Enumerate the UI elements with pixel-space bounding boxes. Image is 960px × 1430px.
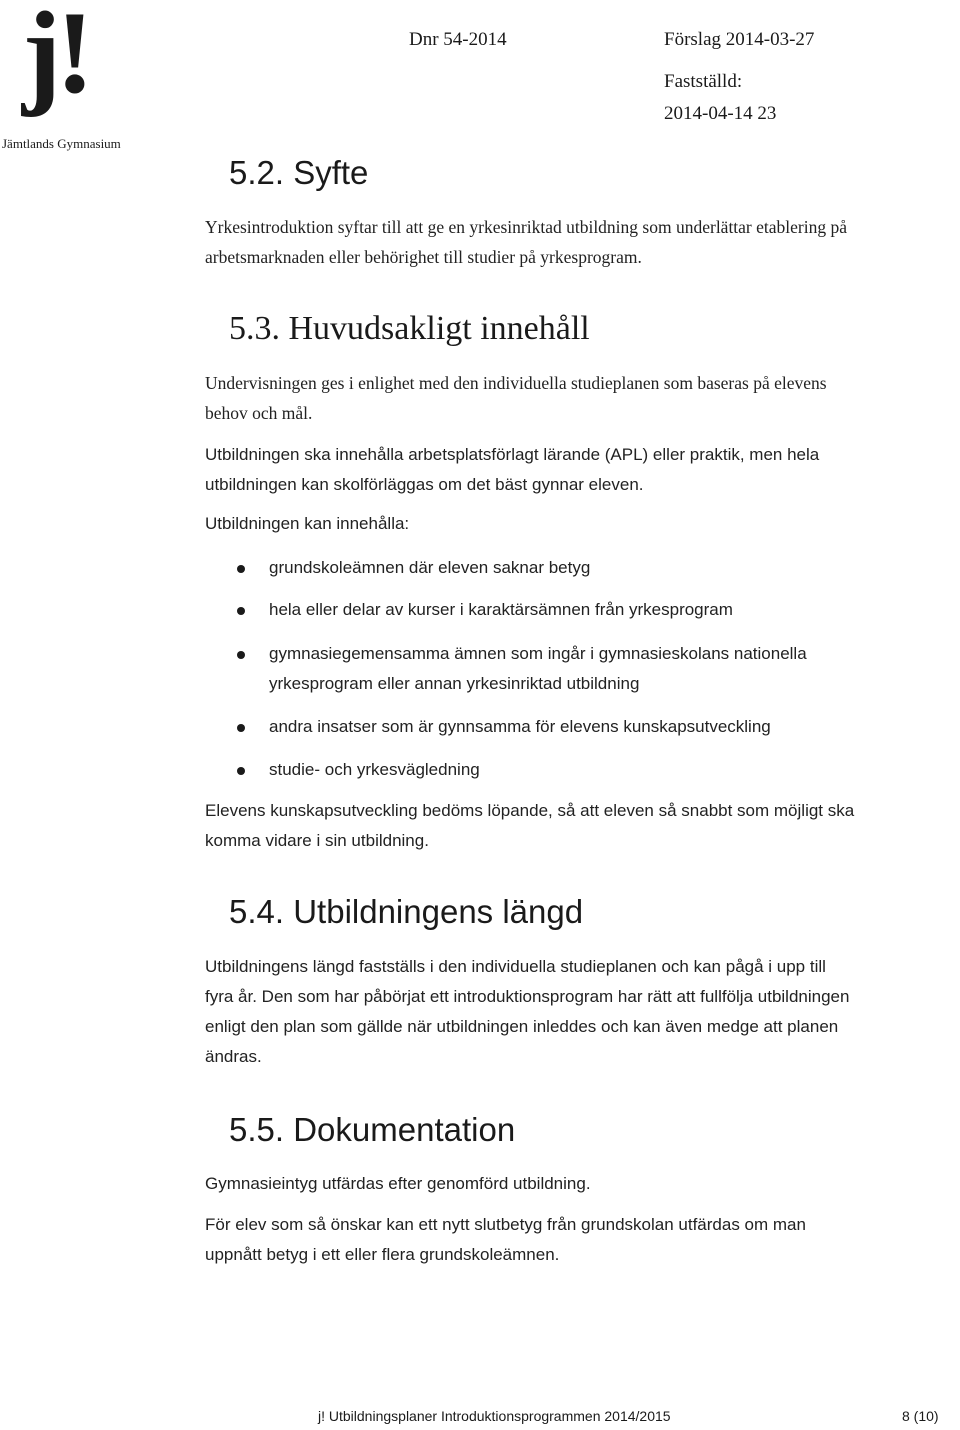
- dokumentation-paragraph-1: Gymnasieintyg utfärdas efter genomförd utbildning.: [205, 1174, 591, 1193]
- innehall-paragraph-4: Elevens kunskapsutveckling bedöms löpande, så att eleven så snabbt som möjligt ska komma vidare i sin utbildning.: [205, 801, 855, 850]
- adopted-label: Fastställd:: [664, 71, 743, 92]
- section-heading-langd: 5.4. Utbildningens längd: [229, 893, 584, 930]
- bullet-icon: [237, 607, 245, 615]
- section-heading-syfte: 5.2. Syfte: [229, 154, 369, 191]
- dokumentation-paragraph-2: För elev som så önskar kan ett nytt slutbetyg från grundskolan utfärdas om man uppnått betyg i ett eller flera grundskoleämnen.: [205, 1215, 806, 1264]
- school-logo: [0, 0, 130, 160]
- logo-school-name: Jämtlands Gymnasium: [2, 136, 121, 151]
- langd-paragraph: Utbildningens längd fastställs i den individuella studieplanen och kan pågå i upp till fyra år. Den som har påbörjat ett introduktionsprogram har rätt att fullfölja utbildningen enligt den plan som gällde när utbildningen inleddes och kan även medge att planen ändras.: [205, 957, 850, 1066]
- list-item: gymnasiegemensamma ämnen som ingår i gymnasieskolans nationella yrkesprogram eller annan yrkesinriktad utbildning: [269, 644, 807, 693]
- list-item: studie- och yrkesvägledning: [269, 760, 480, 779]
- list-item: grundskoleämnen där eleven saknar betyg: [269, 558, 591, 577]
- logo-mark: j!: [22, 0, 89, 118]
- footer-title: j! Utbildningsplaner Introduktionsprogrammen 2014/2015: [318, 1408, 671, 1424]
- innehall-paragraph-3: Utbildningen kan innehålla:: [205, 514, 410, 533]
- list-item: hela eller delar av kurser i karaktärsämnen från yrkesprogram: [269, 600, 733, 619]
- innehall-paragraph-2: Utbildningen ska innehålla arbetsplatsförlagt lärande (APL) eller praktik, men hela utbildningen kan skolförläggas om det bäst gynnar eleven.: [205, 445, 820, 494]
- proposal-date: Förslag 2014-03-27: [664, 29, 815, 50]
- bullet-icon: [237, 767, 245, 775]
- bullet-icon: [237, 565, 245, 573]
- document-number: Dnr 54-2014: [409, 29, 507, 50]
- section-heading-dokumentation: 5.5. Dokumentation: [229, 1111, 516, 1148]
- section-heading-innehall: 5.3. Huvudsakligt innehåll: [229, 310, 590, 347]
- innehall-paragraph-1: Undervisningen ges i enlighet med den individuella studieplanen som baseras på elevens behov och mål.: [205, 373, 827, 423]
- page-number: 8 (10): [902, 1408, 939, 1424]
- adopted-date: 2014-04-14 23: [664, 103, 777, 124]
- syfte-paragraph: Yrkesintroduktion syftar till att ge en yrkesinriktad utbildning som underlättar etablering på arbetsmarknaden eller behörighet till studier på yrkesprogram.: [205, 217, 847, 267]
- bullet-icon: [237, 724, 245, 732]
- bullet-icon: [237, 651, 245, 659]
- list-item: andra insatser som är gynnsamma för elevens kunskapsutveckling: [269, 717, 771, 736]
